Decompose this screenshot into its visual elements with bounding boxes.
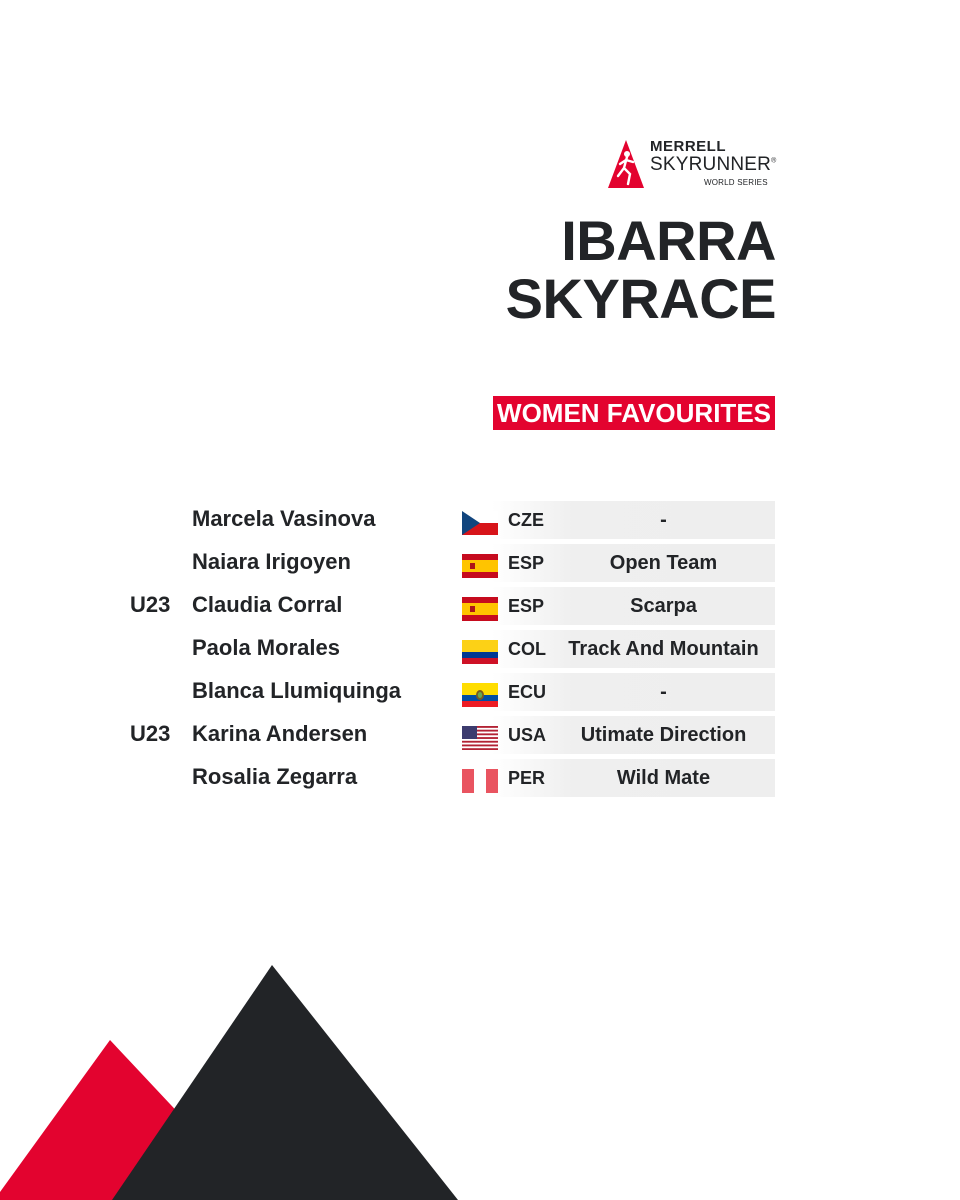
- race-title-line-1: IBARRA: [561, 209, 776, 272]
- athlete-country: CZE: [508, 510, 544, 530]
- czech-flag-icon: [462, 511, 498, 535]
- section-banner: [493, 396, 775, 430]
- dark-mountain: [112, 965, 458, 1200]
- athlete-category: [130, 672, 188, 710]
- athlete-country: COL: [508, 639, 546, 659]
- athlete-name: Claudia Corral: [192, 592, 343, 617]
- athlete-name: Rosalia Zegarra: [192, 764, 358, 789]
- athlete-team: -: [660, 509, 667, 531]
- athlete-row: [0, 715, 960, 753]
- athlete-category: U23: [130, 721, 171, 746]
- athlete-country: USA: [508, 725, 547, 745]
- athlete-team: Track And Mountain: [568, 638, 759, 660]
- athlete-team: Wild Mate: [616, 767, 711, 789]
- athlete-team: Utimate Direction: [580, 724, 747, 746]
- athlete-category: [130, 758, 188, 796]
- race-title-line-2: SKYRACE: [505, 267, 776, 330]
- spain-flag-icon: [462, 597, 498, 621]
- athlete-team: Open Team: [609, 552, 718, 574]
- red-mountain: [0, 1040, 260, 1200]
- skyrunner-figure-icon: [606, 138, 646, 192]
- spain-flag-icon: [462, 554, 498, 578]
- athlete-category: U23: [130, 592, 171, 617]
- colombia-flag-icon: [462, 640, 498, 664]
- usa-flag-icon: [462, 726, 498, 750]
- section-banner-label: WOMEN FAVOURITES: [497, 398, 771, 428]
- athlete-category: [130, 629, 188, 667]
- ecuador-flag-icon: [462, 683, 498, 707]
- logo-series: WORLD SERIES: [704, 178, 768, 187]
- athlete-row: [0, 672, 960, 710]
- athlete-row: [0, 629, 960, 667]
- athlete-row: [0, 758, 960, 796]
- athlete-country: ESP: [508, 596, 545, 616]
- athlete-country: ESP: [508, 553, 545, 573]
- athlete-row: [0, 586, 960, 624]
- athlete-row: [0, 500, 960, 538]
- athlete-row: [0, 543, 960, 581]
- athlete-name: Marcela Vasinova: [192, 506, 376, 531]
- athlete-category: [130, 543, 188, 581]
- athlete-name: Blanca Llumiquinga: [192, 678, 402, 703]
- logo-brand: MERRELL: [650, 138, 726, 155]
- athlete-name: Naiara Irigoyen: [192, 549, 351, 574]
- peru-flag-icon: [462, 769, 498, 793]
- merrell-skyrunner-logo: [606, 138, 786, 196]
- logo-product: SKYRUNNER®: [650, 154, 777, 175]
- race-title: [505, 209, 776, 330]
- athlete-name: Paola Morales: [192, 635, 340, 660]
- athlete-country: PER: [508, 768, 546, 788]
- athlete-team: -: [660, 681, 667, 703]
- athlete-category: [130, 500, 188, 538]
- athlete-country: ECU: [508, 682, 547, 702]
- athlete-name: Karina Andersen: [192, 721, 368, 746]
- athlete-team: Scarpa: [630, 595, 697, 617]
